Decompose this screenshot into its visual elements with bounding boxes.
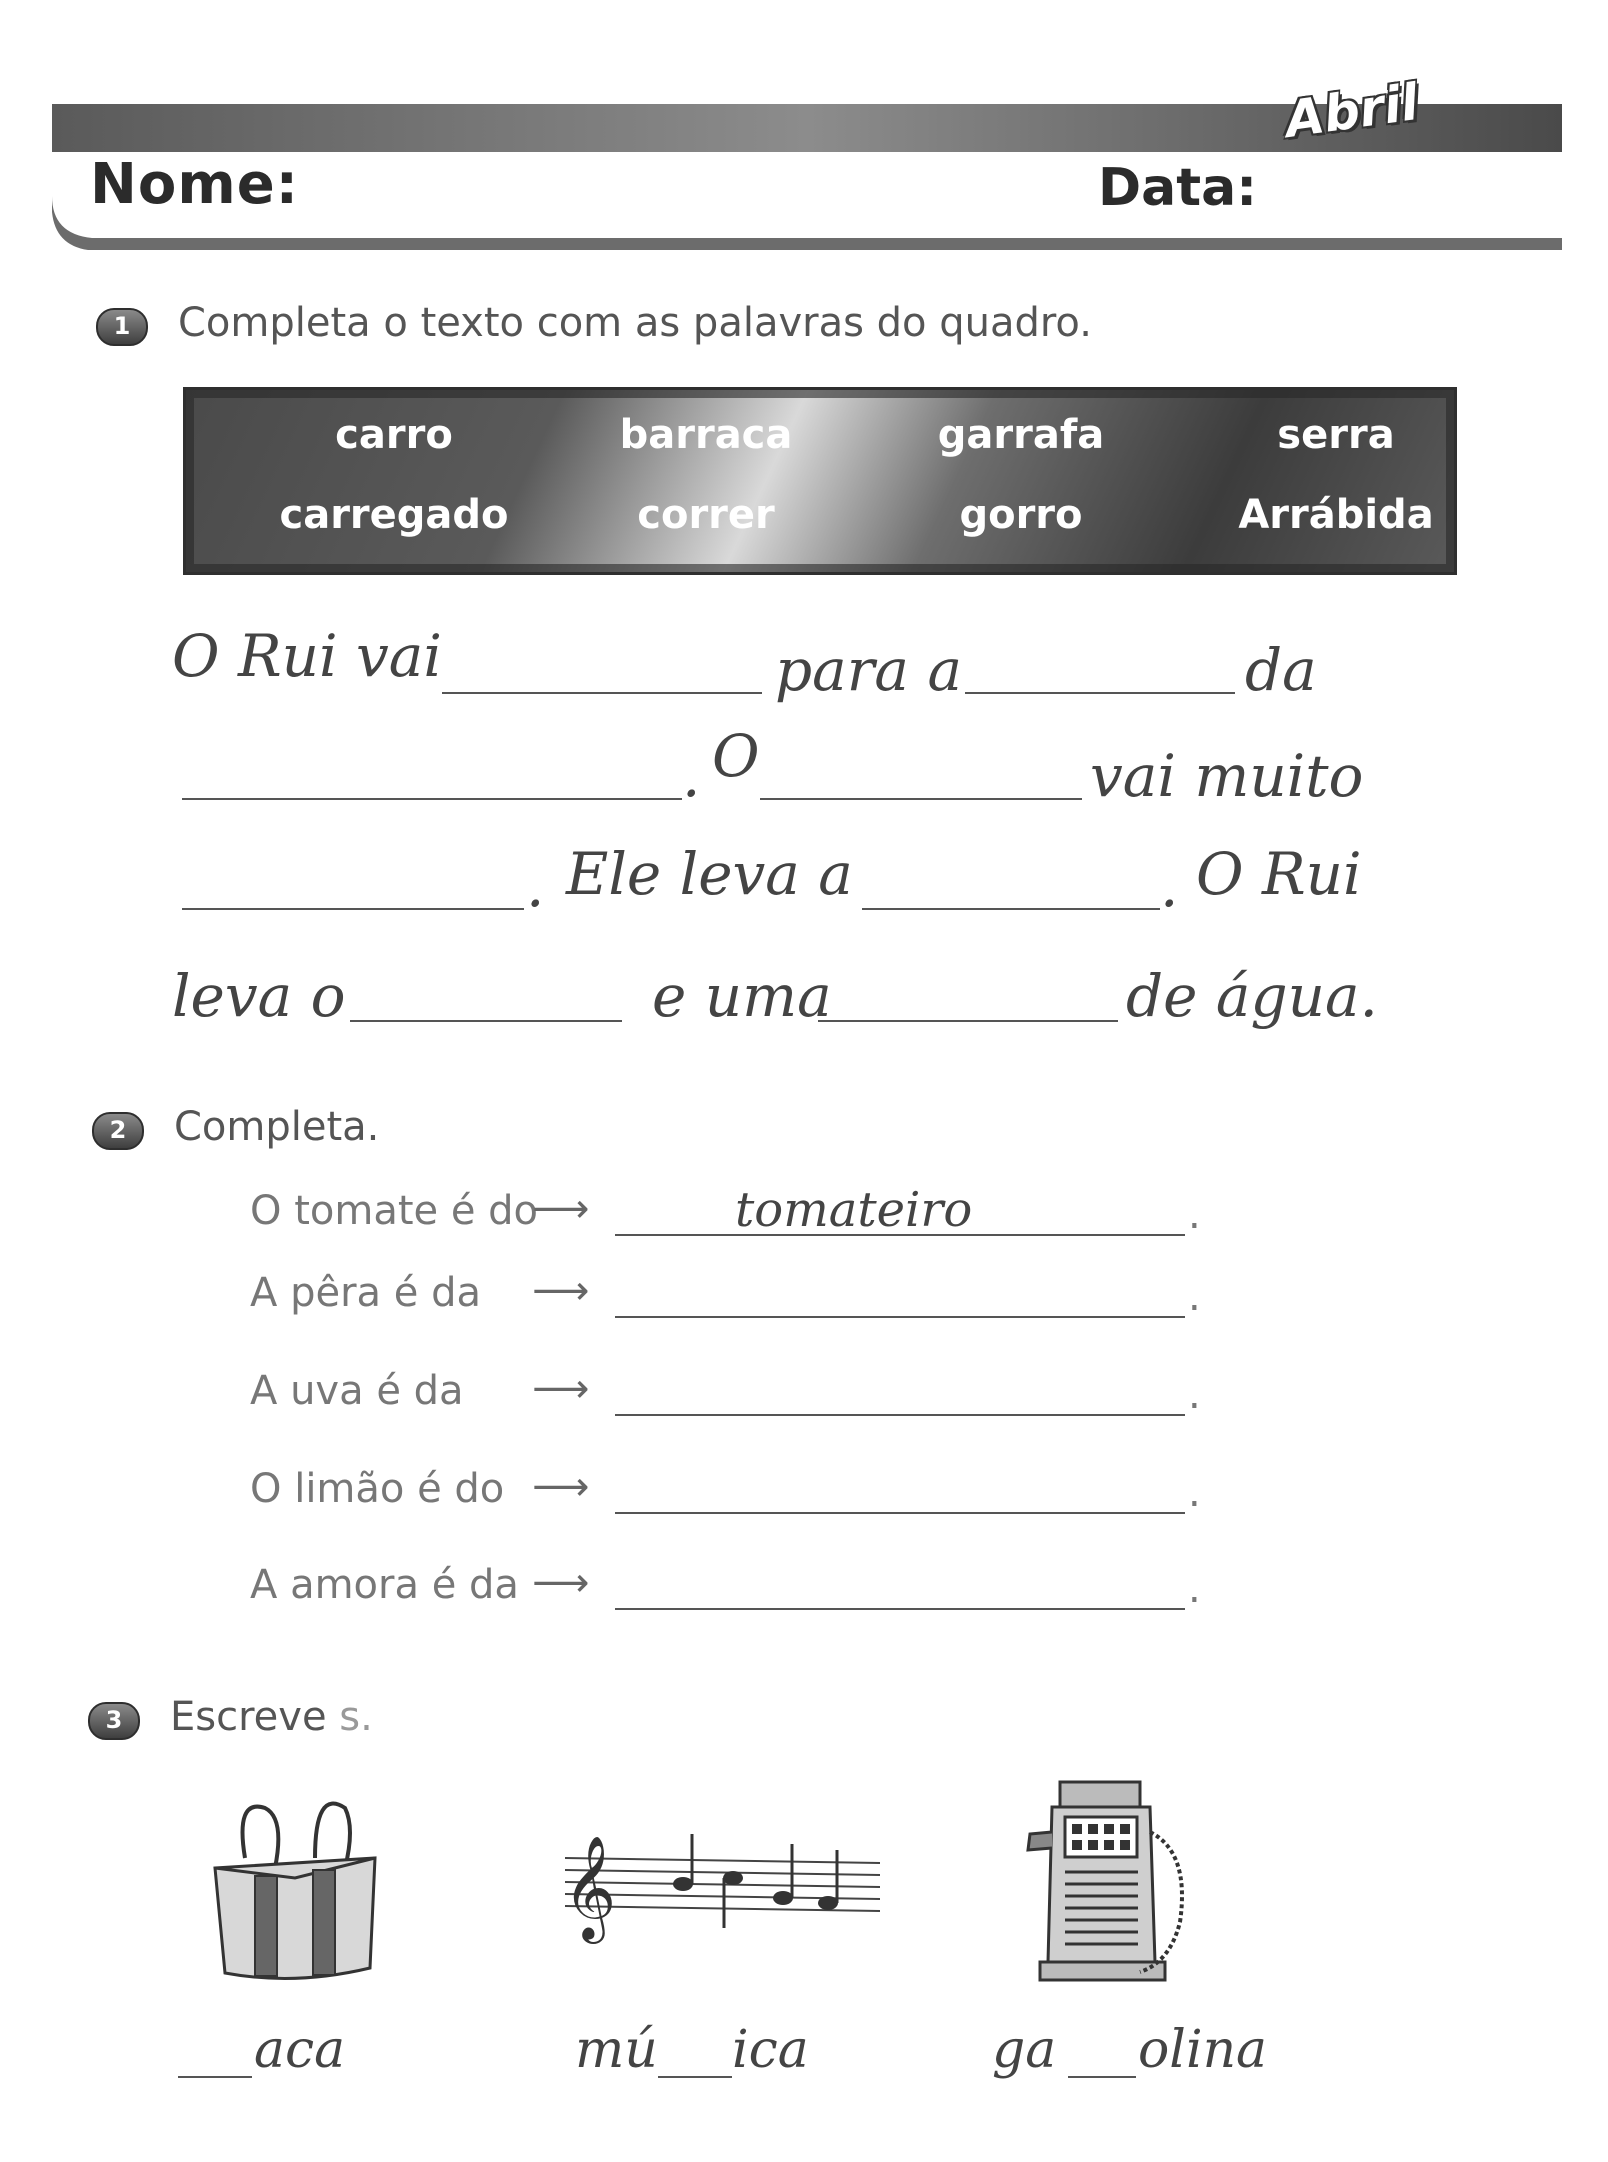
- text-line-1-end: da: [1245, 636, 1317, 704]
- word-box-word: carro: [335, 412, 453, 458]
- answer-line[interactable]: [615, 1316, 1185, 1318]
- word-box: [183, 387, 1457, 575]
- text-line-2-period: .: [682, 742, 701, 810]
- period: .: [1188, 1470, 1201, 1516]
- bag-illustration: [205, 1788, 385, 1988]
- text-line-3-period-2: .: [1160, 852, 1179, 920]
- period: .: [1188, 1372, 1201, 1418]
- text-line-4-end: de água.: [1126, 962, 1378, 1030]
- word-box-word: gorro: [959, 492, 1083, 538]
- blank-line[interactable]: [182, 798, 682, 800]
- blank-line[interactable]: [760, 798, 1082, 800]
- blank-line[interactable]: [350, 1020, 622, 1022]
- period: .: [1188, 1274, 1201, 1320]
- blank-line[interactable]: [862, 908, 1160, 910]
- word-ending: ica: [732, 2020, 809, 2080]
- text-line-3-period: .: [526, 852, 545, 920]
- text-line-2-o: O: [712, 722, 760, 790]
- word-ending: aca: [254, 2020, 346, 2080]
- blank-line[interactable]: [965, 692, 1235, 694]
- arrow-icon: ⟶: [532, 1464, 590, 1510]
- letter-blank[interactable]: [1068, 2076, 1136, 2078]
- exercise-3-instruction-text: Escreve: [170, 1694, 327, 1740]
- arrow-icon: ⟶: [532, 1366, 590, 1412]
- exercise-1-number: 1: [96, 308, 148, 346]
- text-line-3-middle: Ele leva a: [566, 840, 853, 908]
- answer-line[interactable]: [615, 1512, 1185, 1514]
- exercise-3-instruction: [170, 1694, 373, 1740]
- word-box-word: serra: [1277, 412, 1395, 458]
- svg-text:𝄞: 𝄞: [563, 1835, 617, 1940]
- word-ending: olina: [1138, 2020, 1268, 2080]
- name-label: Nome:: [90, 152, 300, 217]
- blank-line[interactable]: [182, 908, 524, 910]
- exercise-2-instruction: Completa.: [174, 1104, 380, 1150]
- word-box-word: barraca: [619, 412, 793, 458]
- letter-blank[interactable]: [658, 2076, 732, 2078]
- period: .: [1188, 1192, 1201, 1238]
- word-start: ga: [992, 2020, 1057, 2080]
- period: .: [1188, 1566, 1201, 1612]
- exercise-2-number: 2: [92, 1112, 144, 1150]
- word-box-word: carregado: [279, 492, 509, 538]
- text-line-2-end: vai muito: [1090, 742, 1364, 810]
- arrow-icon: ⟶: [532, 1186, 590, 1232]
- exercise-3-number: 3: [88, 1702, 140, 1740]
- arrow-icon: ⟶: [532, 1560, 590, 1606]
- date-label: Data:: [1098, 158, 1257, 218]
- text-line-1-start: O Rui vai: [172, 622, 442, 690]
- exercise-1-instruction: Completa o texto com as palavras do quadro.: [178, 300, 1092, 346]
- answer-line[interactable]: [615, 1414, 1185, 1416]
- answer-line[interactable]: [615, 1234, 1185, 1236]
- letter-blank[interactable]: [178, 2076, 252, 2078]
- text-line-3-end: O Rui: [1196, 840, 1362, 908]
- exercise-2-answer: tomateiro: [735, 1182, 973, 1238]
- answer-line[interactable]: [615, 1608, 1185, 1610]
- exercise-3-instruction-letter: s.: [339, 1694, 373, 1740]
- exercise-2-prompt: A uva é da: [250, 1368, 464, 1414]
- word-box-word: Arrábida: [1238, 492, 1434, 538]
- exercise-2-prompt: O limão é do: [250, 1466, 505, 1512]
- word-box-word: correr: [637, 492, 775, 538]
- text-line-1-middle: para a: [775, 636, 963, 704]
- exercise-2-prompt: O tomate é do: [250, 1188, 539, 1234]
- word-start: mú: [575, 2020, 658, 2080]
- exercise-2-prompt: A pêra é da: [250, 1270, 481, 1316]
- text-line-4-middle: e uma: [652, 962, 832, 1030]
- blank-line[interactable]: [818, 1020, 1118, 1022]
- month-badge: Abril: [1281, 72, 1422, 150]
- word-box-word: garrafa: [937, 412, 1105, 458]
- blank-line[interactable]: [442, 692, 762, 694]
- gas-pump-illustration: [1010, 1772, 1200, 1992]
- text-line-4-start: leva o: [172, 962, 346, 1030]
- music-notes-illustration: [555, 1808, 885, 1948]
- arrow-icon: ⟶: [532, 1268, 590, 1314]
- exercise-2-prompt: A amora é da: [250, 1562, 519, 1608]
